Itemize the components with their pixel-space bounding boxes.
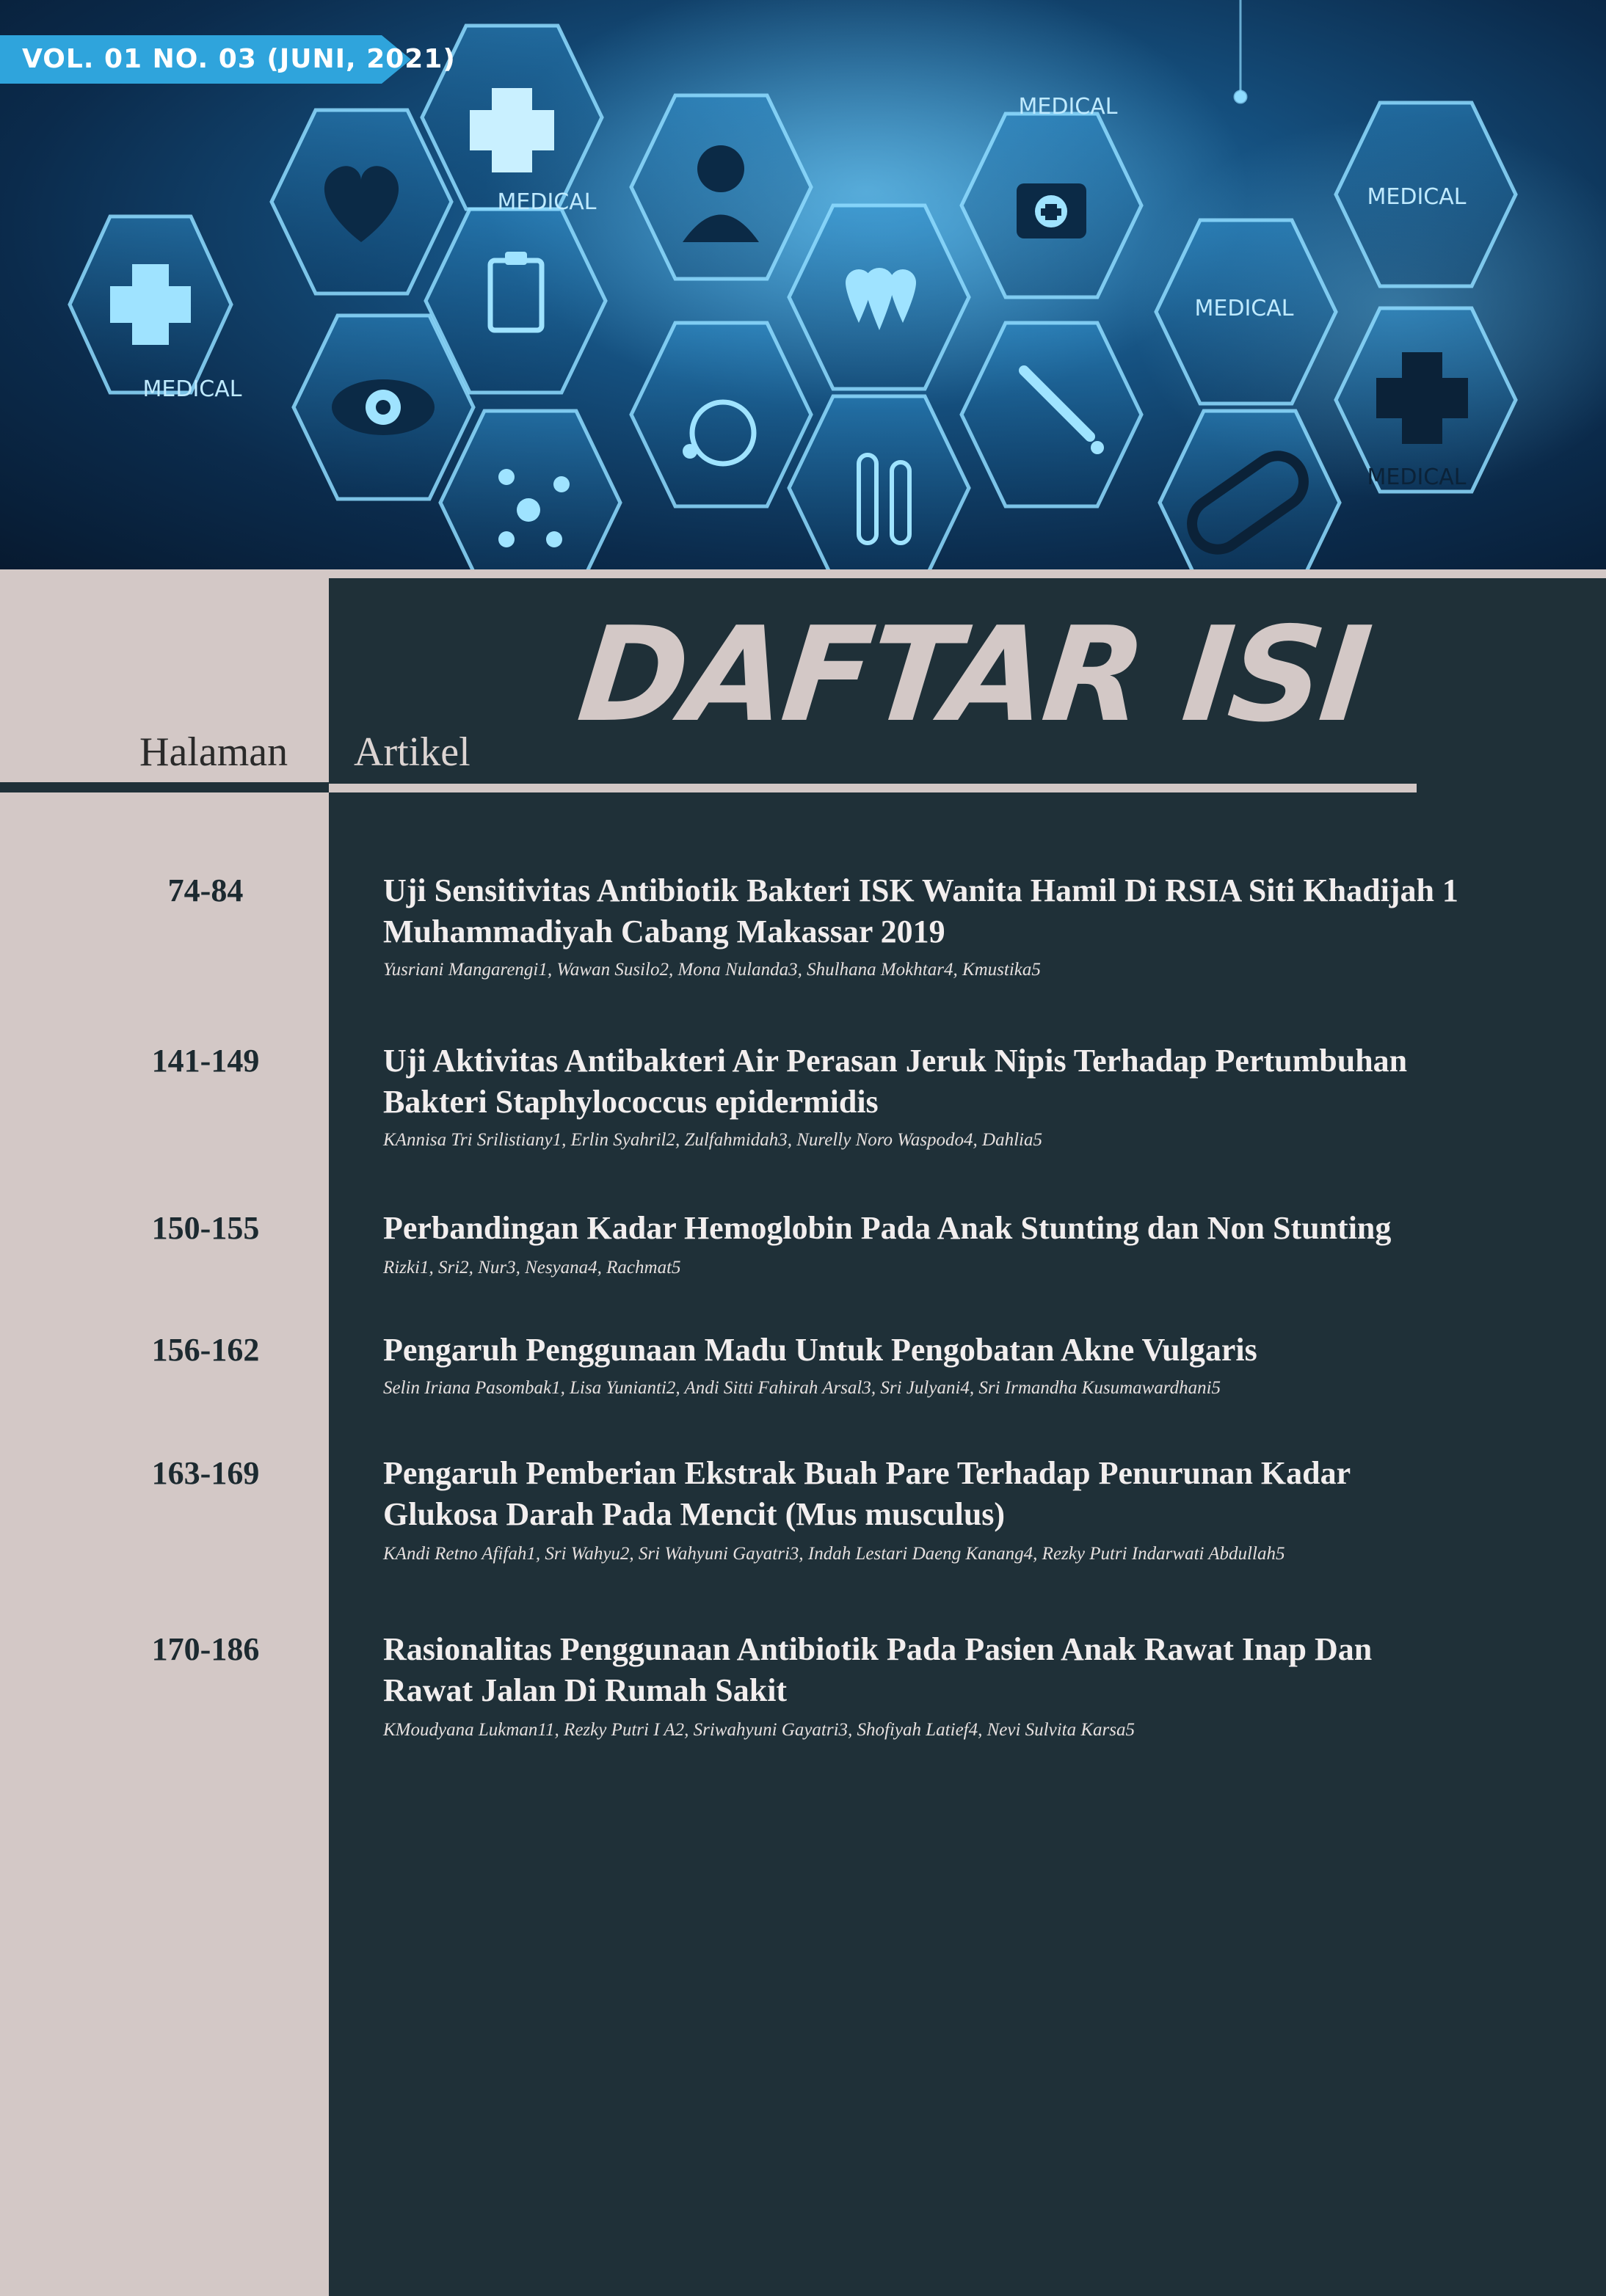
divider-gap	[329, 569, 1606, 578]
entry-authors: KAndi Retno Afifah1, Sri Wahyu2, Sri Wahyuni Gayatri3, Indah Lestari Daeng Kanang4, Rezky Putri Indarwati Abdullah5	[383, 1544, 1285, 1564]
volume-label: VOL. 01 NO. 03 (JUNI, 2021)	[22, 44, 456, 74]
entry-title-line: Uji Sensitivitas Antibiotik Bakteri ISK Wanita Hamil Di RSIA Siti Khadijah 1	[383, 872, 1458, 908]
page-column-strip	[0, 569, 329, 2296]
entry-authors: KAnnisa Tri Srilistiany1, Erlin Syahril2, Zulfahmidah3, Nurelly Noro Waspodo4, Dahlia5	[383, 1130, 1042, 1150]
hex-label: MEDICAL	[1018, 94, 1118, 120]
entry-title-line: Pengaruh Pemberian Ekstrak Buah Pare Terhadap Penurunan Kadar	[383, 1455, 1351, 1491]
hex-molecule	[440, 411, 620, 569]
entry-pages: 170-186	[151, 1631, 260, 1667]
column-header-pages: Halaman	[139, 729, 288, 775]
hex-label: MEDICAL	[142, 376, 242, 402]
entry-authors: Selin Iriana Pasombak1, Lisa Yunianti2, Andi Sitti Fahirah Arsal3, Sri Julyani4, Sri Irmandha Kusumawardhani5	[383, 1378, 1221, 1398]
entry-pages: 156-162	[151, 1332, 260, 1368]
entry-title-line: Rasionalitas Penggunaan Antibiotik Pada Pasien Anak Rawat Inap Dan	[383, 1631, 1373, 1667]
entry-pages: 163-169	[151, 1455, 260, 1491]
hex-label: MEDICAL	[497, 189, 597, 215]
entry-pages: 141-149	[151, 1043, 260, 1079]
entry-title-line: Pengaruh Penggunaan Madu Untuk Pengobatan Akne Vulgaris	[383, 1332, 1257, 1368]
header-rule-left	[0, 782, 329, 792]
entry-pages: 150-155	[151, 1210, 260, 1246]
article-panel	[329, 578, 1606, 2296]
hex-tubes	[789, 396, 969, 569]
entry-title-line: Muhammadiyah Cabang Makassar 2019	[383, 914, 945, 950]
entry-authors: KMoudyana Lukman11, Rezky Putri I A2, Sriwahyuni Gayatri3, Shofiyah Latief4, Nevi Sulvita Karsa5	[383, 1720, 1135, 1740]
page-title: DAFTAR ISI	[572, 599, 1376, 751]
column-header-article: Artikel	[354, 729, 470, 775]
header-image	[0, 0, 1606, 569]
entry-title-line: Rawat Jalan Di Rumah Sakit	[383, 1672, 788, 1708]
entry-pages: 74-84	[167, 872, 244, 908]
medical-hexagon-illustration	[0, 0, 1606, 569]
entry-authors: Rizki1, Sri2, Nur3, Nesyana4, Rachmat5	[383, 1258, 681, 1278]
hex-label: MEDICAL	[1194, 296, 1294, 321]
header-rule-right	[329, 784, 1417, 792]
entry-title-line: Glukosa Darah Pada Mencit (Mus musculus)	[383, 1496, 1006, 1532]
entry-title-line: Uji Aktivitas Antibakteri Air Perasan Jeruk Nipis Terhadap Pertumbuhan	[383, 1043, 1408, 1079]
entry-title-line: Bakteri Staphylococcus epidermidis	[383, 1084, 879, 1120]
entry-authors: Yusriani Mangarengi1, Wawan Susilo2, Mona Nulanda3, Shulhana Mokhtar4, Kmustika5	[383, 960, 1041, 980]
hex-label: MEDICAL	[1367, 184, 1467, 210]
entry-title-line: Perbandingan Kadar Hemoglobin Pada Anak Stunting dan Non Stunting	[383, 1210, 1392, 1246]
hex-label: MEDICAL	[1367, 464, 1467, 490]
